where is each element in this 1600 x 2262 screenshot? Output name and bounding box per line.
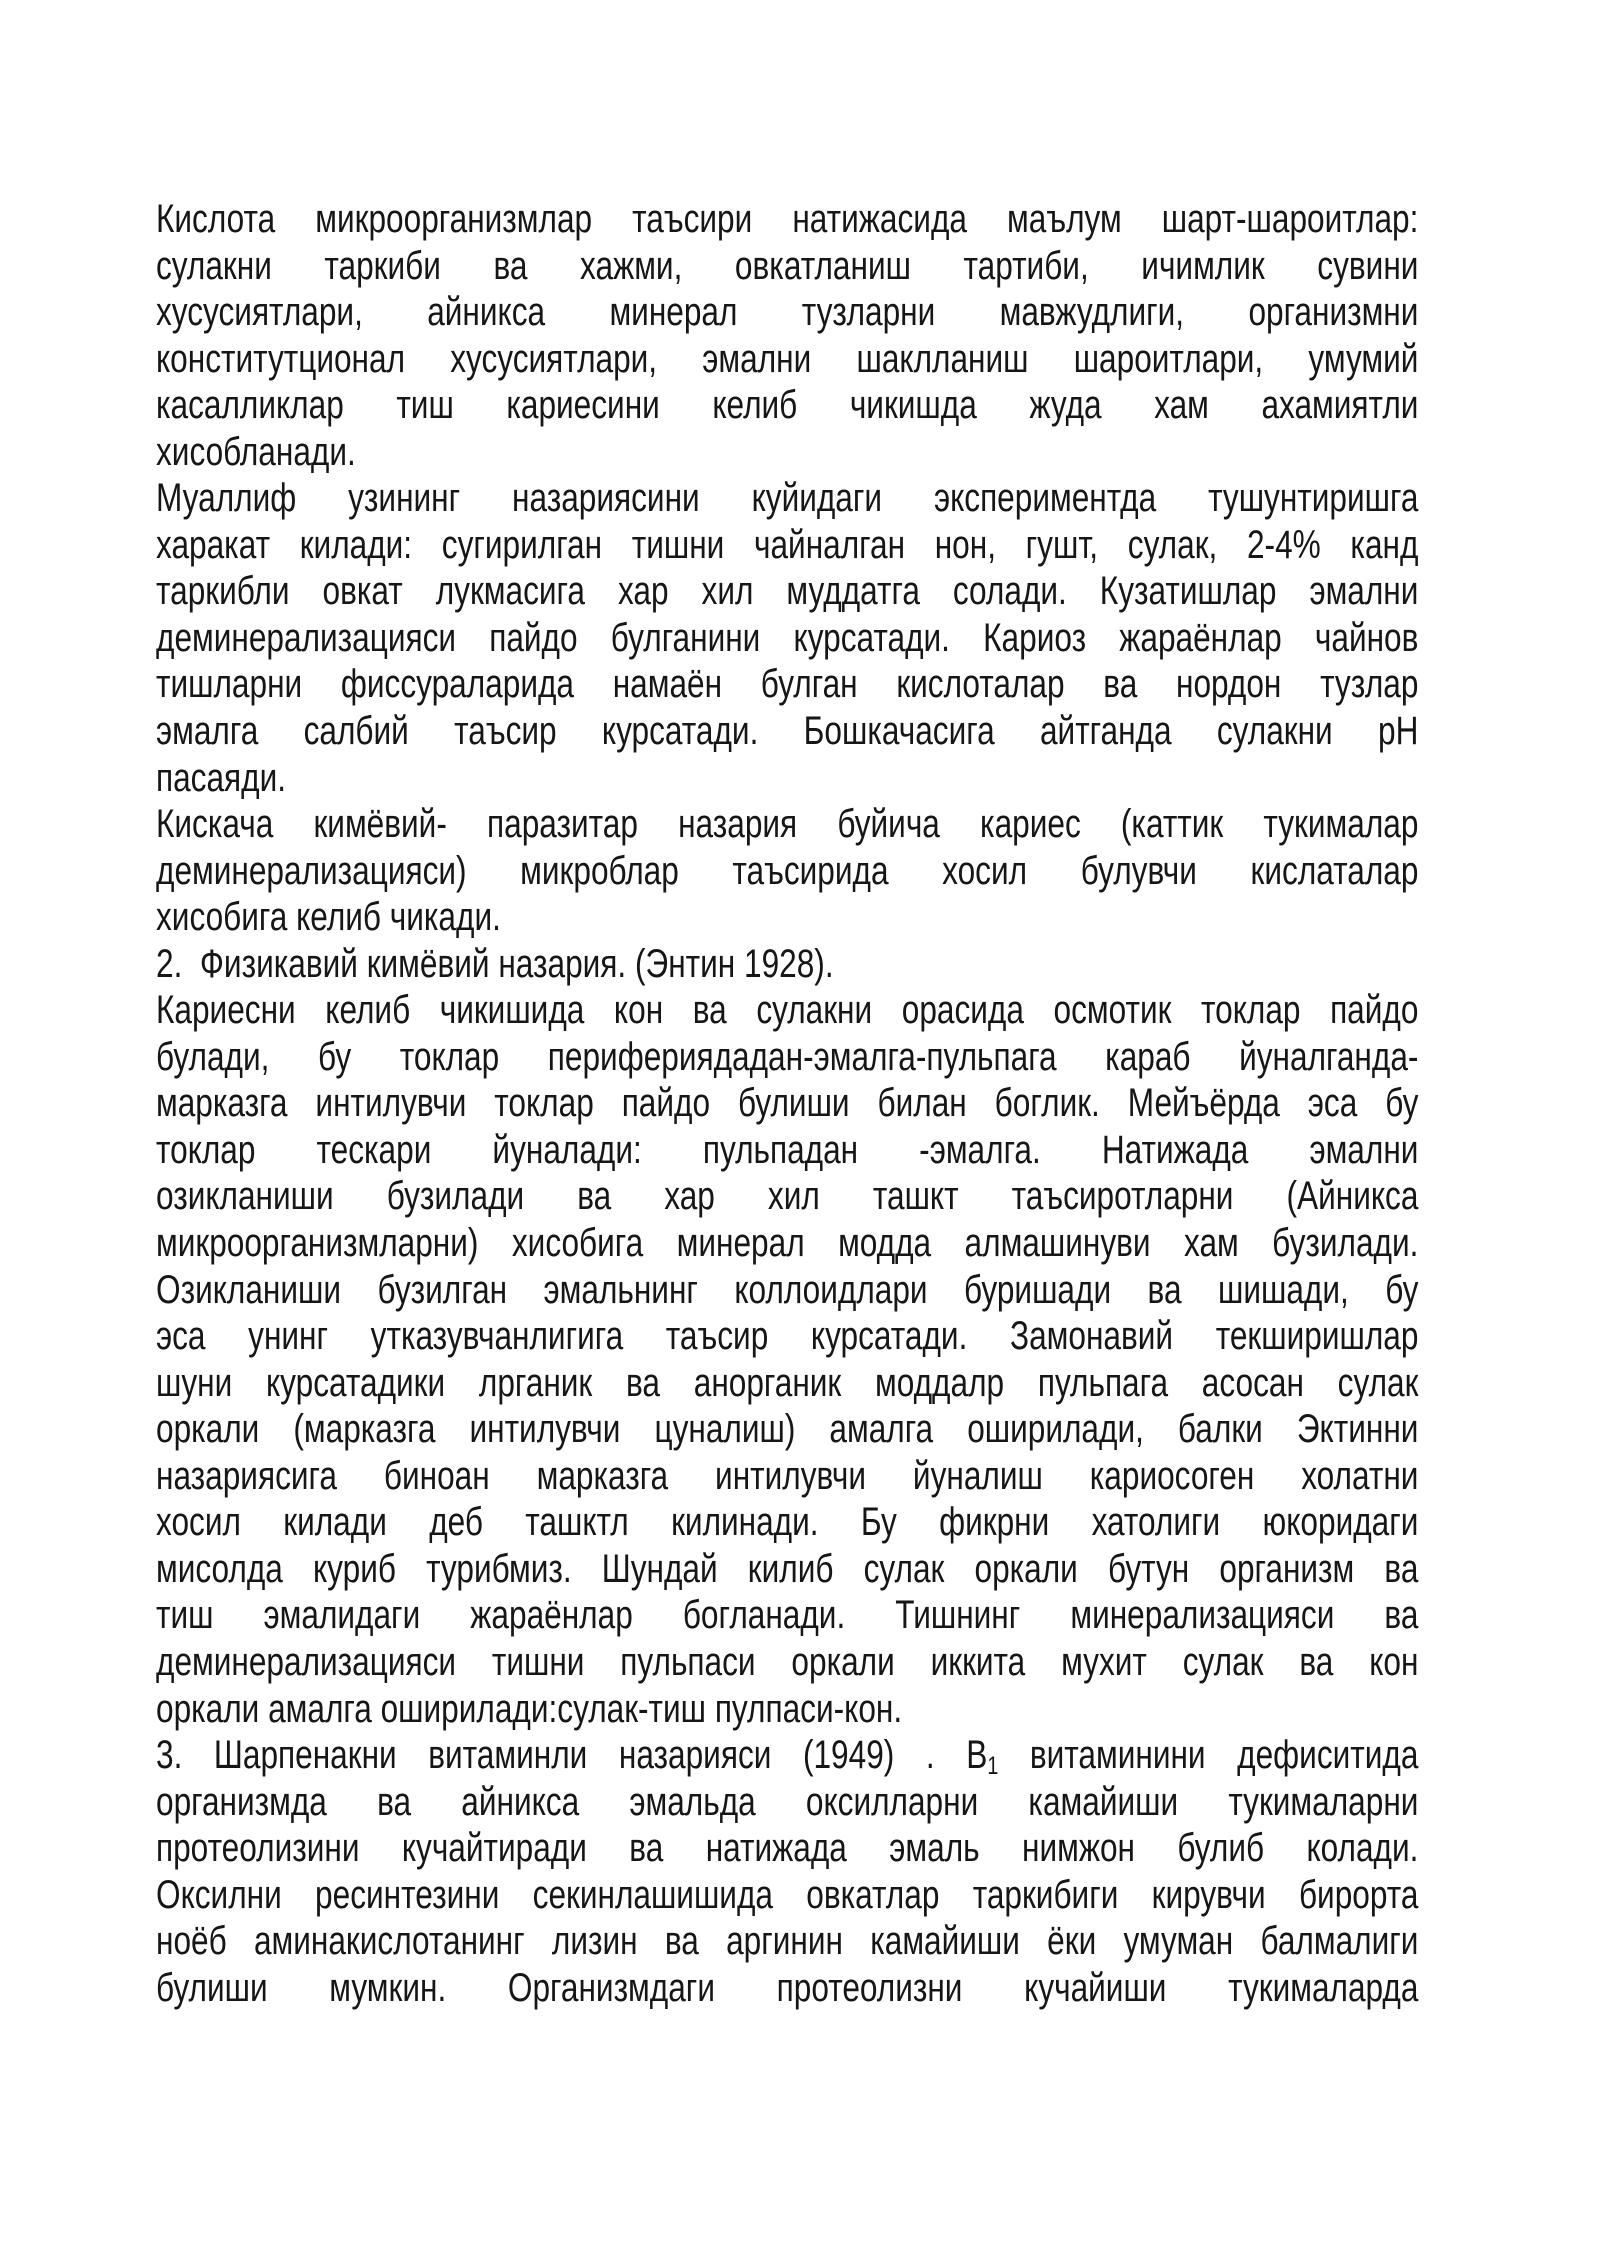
text-line: эмалга салбий таъсир курсатади. Бошкачасига айтганда сулакни рН (156, 709, 1419, 754)
text-line: организмда ва айникса эмальда оксилларни камайиши тукималарни (156, 1779, 1419, 1824)
text-line: деминерализацияси пайдо булганини курсатади. Кариоз жараёнлар чайнов (156, 615, 1419, 660)
text-line: хосил килади деб ташктл килинади. Бу фикрни хатолиги юкоридаги (156, 1500, 1419, 1545)
text-line: харакат килади: сугирилган тишни чайналган нон, гушт, сулак, 2-4% канд (156, 522, 1419, 567)
paragraph (156, 1732, 1419, 2011)
text-line: пасаяди. (156, 755, 287, 800)
text-line: Кариесни келиб чикишида кон ва сулакни орасида осмотик токлар пайдо (156, 988, 1419, 1033)
text-line: Озикланиши бузилган эмальнинг коллоидлари буришади ва шишади, бу (156, 1267, 1419, 1312)
text-line: касалликлар тиш кариесини келиб чикишда жуда хам ахамиятли (156, 383, 1419, 428)
text-line: деминерализацияси) микроблар таъсирида хосил булувчи кислаталар (156, 848, 1419, 893)
text-line: ноёб аминакислотанинг лизин ва аргинин камайиши ёки умуман балмалиги (156, 1919, 1419, 1964)
text-line: назариясига биноан марказга интилувчи йуналиш кариосоген холатни (156, 1453, 1419, 1498)
paragraph (156, 801, 1419, 941)
text-run: 3. Шарпенакни витаминли назарияси (1949) . В (156, 1733, 988, 1778)
text-line: хусусиятлари, айникса минерал тузларни мавжудлиги, организмни (156, 290, 1419, 335)
text-run: витаминини дефиситида (998, 1733, 1419, 1778)
text-line: марказга интилувчи токлар пайдо булиши билан боглик. Мейъёрда эса бу (156, 1081, 1419, 1126)
text-line: хисобига келиб чикади. (156, 895, 501, 940)
text-line: оркали (марказга интилувчи цуналиш) амалга оширилади, балки Эктинни (156, 1407, 1419, 1452)
text-line: булиши мумкин. Организмдаги протеолизни кучайиши тукималарда (156, 1965, 1419, 2010)
heading-line: 2. Физикавий кимёвий назария. (Энтин 1928). (156, 941, 834, 986)
text-line: хисобланади. (156, 429, 356, 474)
text-line: Оксилни ресинтезини секинлашишида овкатлар таркибиги кирувчи бирорта (156, 1872, 1419, 1917)
paragraph (156, 196, 1419, 475)
text-line: микроорганизмларни) хисобига минерал модда алмашинуви хам бузилади. (156, 1221, 1419, 1266)
paragraph (156, 987, 1419, 1732)
text-line: таркибли овкат лукмасига хар хил муддатга солади. Кузатишлар эмални (156, 569, 1419, 614)
text-line: эса унинг утказувчанлигига таъсир курсатади. Замонавий текширишлар (156, 1314, 1419, 1359)
body-text (156, 196, 1419, 2011)
subscript: 1 (987, 1752, 999, 1779)
paragraph (156, 475, 1419, 801)
text-line: шуни курсатадики лрганик ва анорганик моддалр пульпага асосан сулак (156, 1360, 1419, 1405)
text-line (156, 1732, 1418, 1779)
text-line: Кискача кимёвий- паразитар назария буйича кариес (каттик тукималар (156, 802, 1419, 847)
text-line: озикланиши бузилади ва хар хил ташкт таъсиротларни (Айникса (156, 1174, 1419, 1219)
text-line: токлар тескари йуналади: пульпадан -эмалга. Натижада эмални (156, 1127, 1419, 1172)
text-line: деминерализацияси тишни пульпаси оркали иккита мухит сулак ва кон (156, 1639, 1419, 1684)
text-line: Муаллиф узининг назариясини куйидаги экспериментда тушунтиришга (156, 476, 1419, 521)
text-line: тишларни фиссураларида намаён булган кислоталар ва нордон тузлар (156, 662, 1419, 707)
text-line: мисолда куриб турибмиз. Шундай килиб сулак оркали бутун организм ва (156, 1546, 1419, 1591)
text-line: Кислота микроорганизмлар таъсири натижасида маълум шарт-шароитлар: (156, 197, 1419, 241)
text-line: тиш эмалидаги жараёнлар богланади. Тишнинг минерализацияси ва (156, 1593, 1419, 1638)
text-line: булади, бу токлар перифериядадан-эмалга-пульпага караб йуналганда- (156, 1034, 1419, 1079)
text-line: конститутционал хусусиятлари, эмални шаклланиш шароитлари, умумий (156, 336, 1419, 381)
section-heading (156, 941, 1419, 988)
text-line: протеолизини кучайтиради ва натижада эмаль нимжон булиб колади. (156, 1826, 1419, 1871)
text-line: оркали амалга оширилади:сулак-тиш пулпаси-кон. (156, 1686, 903, 1731)
text-line: сулакни таркиби ва хажми, овкатланиш тартиби, ичимлик сувини (156, 243, 1419, 288)
